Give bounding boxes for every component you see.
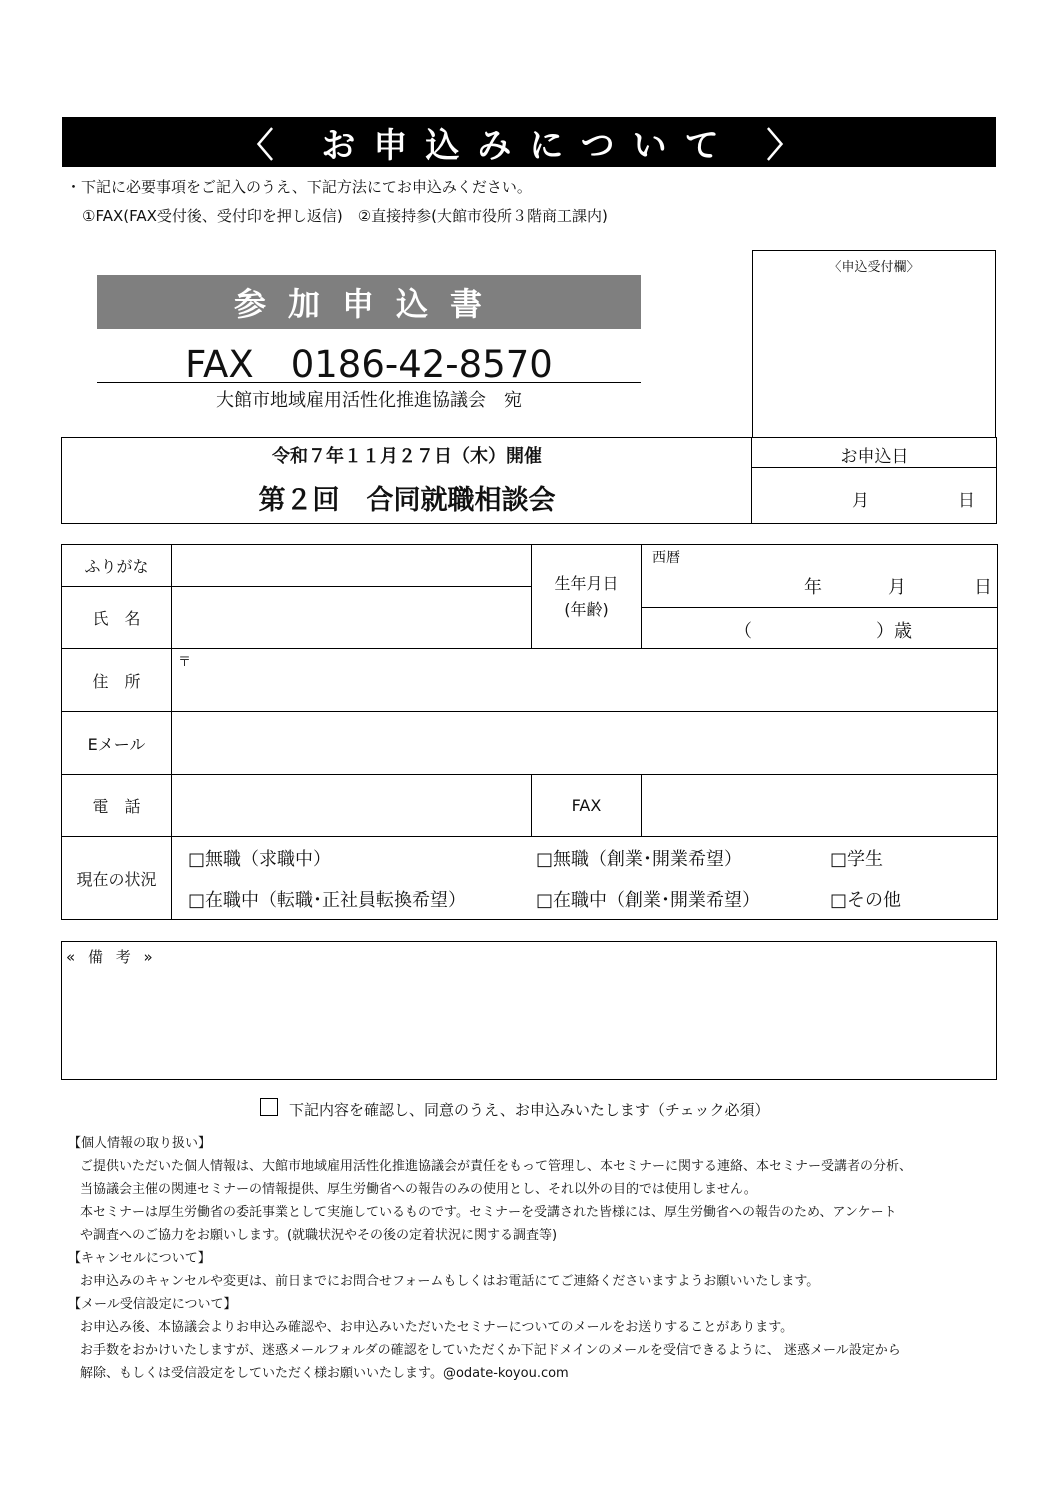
privacy-text-1: ご提供いただいた個人情報は、大館市地域雇用活性化推進協議会が責任をもって管理し、本セミナーに関する連絡、本セミナー受講者の分析、 — [80, 1159, 913, 1174]
mail-heading: 【メール受信設定について】 — [68, 1297, 237, 1312]
cancel-text-1: お申込みのキャンセルや変更は、前日までにお問合せフォームもしくはお電話にてご連絡くださいますようお願いいたします。 — [80, 1274, 820, 1289]
event-date: 令和７年１１月２７日（木）開催 — [272, 446, 542, 467]
email-label: Eメール — [62, 712, 172, 775]
privacy-text-4: や調査へのご協力をお願いします。(就職状況やその後の定着状況に関する調査等) — [80, 1228, 558, 1243]
birth-label-text: 生年月日 — [554, 573, 619, 593]
address-label: 住 所 — [62, 649, 172, 712]
status-option-unemployed-seeking[interactable]: □無職（求職中） — [188, 849, 332, 870]
event-title: 第２回 合同就職相談会 — [258, 485, 556, 516]
day-label: 日 — [974, 577, 992, 598]
cancel-heading: 【キャンセルについて】 — [68, 1251, 211, 1266]
age-label-text: (年齢) — [564, 599, 609, 619]
birth-age-field[interactable] — [642, 545, 998, 649]
apply-month-field[interactable]: 月 — [852, 491, 869, 511]
name-input[interactable] — [172, 587, 532, 649]
furigana-label: ふりがな — [62, 545, 172, 587]
privacy-text-2: 当協議会主催の関連セミナーの情報提供、厚生労働省への報告のみの使用とし、それ以外の目的では使用しません。 — [80, 1182, 757, 1197]
mail-text-3: 解除、もしくは受信設定をしていただく様お願いいたします。@odate-koyou.com — [80, 1366, 569, 1381]
receipt-label: 〈申込受付欄〉 — [828, 260, 920, 275]
event-box — [61, 437, 997, 524]
status-options — [172, 837, 998, 920]
mail-text-1: お申込み後、本協議会よりお申込み確認や、お申込みいただいたセミナーについてのメールをお送りすることがあります。 — [80, 1320, 794, 1335]
fax-input[interactable] — [642, 775, 998, 837]
apply-date-label: お申込日 — [840, 447, 909, 467]
divider — [97, 382, 641, 383]
notes-section — [68, 1132, 912, 1385]
month-label: 月 — [888, 577, 906, 598]
remarks-label: « 備 考 » — [66, 948, 157, 966]
agree-text: 下記内容を確認し、同意のうえ、お申込みいたします（チェック必須） — [289, 1101, 770, 1119]
privacy-text-3: 本セミナーは厚生労働省の委託事業として実施しているものです。セミナーを受講された皆様には、厚生労働省への報告のため、アンケート — [80, 1205, 897, 1220]
intro-line-2: ①FAX(FAX受付後、受付印を押し返信) ②直接持参(大館市役所３階商工課内) — [82, 207, 608, 225]
form-title: 参加申込書 — [97, 275, 641, 329]
status-option-employed-change[interactable]: □在職中（転職･正社員転換希望） — [188, 890, 467, 911]
apply-day-field[interactable]: 日 — [958, 491, 975, 511]
intro-line-1: ・下記に必要事項をご記入のうえ、下記方法にてお申込みください。 — [66, 178, 532, 196]
applicant-form — [61, 544, 998, 920]
section-banner: 〈 お申込みについて 〉 — [62, 117, 996, 167]
furigana-input[interactable] — [172, 545, 532, 587]
age-open: （ — [734, 621, 752, 642]
status-option-other[interactable]: □その他 — [830, 890, 902, 911]
phone-label: 電 話 — [62, 775, 172, 837]
fax-label: FAX — [532, 775, 642, 837]
postal-mark: 〒 — [178, 655, 192, 670]
divider — [751, 467, 996, 468]
seireki-label: 西暦 — [652, 550, 680, 566]
agree-checkbox[interactable] — [260, 1098, 278, 1116]
status-option-unemployed-startup[interactable]: □無職（創業･開業希望） — [536, 849, 743, 870]
status-option-student[interactable]: □学生 — [830, 849, 884, 870]
year-label: 年 — [804, 577, 822, 598]
email-input[interactable] — [172, 712, 998, 775]
remarks-box[interactable] — [61, 941, 997, 1080]
privacy-heading: 【個人情報の取り扱い】 — [68, 1136, 212, 1151]
address-input[interactable] — [172, 649, 998, 712]
status-option-employed-startup[interactable]: □在職中（創業･開業希望） — [536, 890, 761, 911]
name-label: 氏 名 — [62, 587, 172, 649]
age-close: ）歳 — [876, 621, 912, 642]
receipt-stamp-box — [752, 250, 996, 438]
recipient: 大館市地域雇用活性化推進協議会 宛 — [216, 390, 522, 411]
fax-number: FAX 0186-42-8570 — [185, 343, 553, 386]
birth-label — [532, 545, 642, 649]
status-label: 現在の状況 — [62, 837, 172, 920]
divider — [642, 607, 998, 608]
mail-text-2: お手数をおかけいたしますが、迷惑メールフォルダの確認をしていただくか下記ドメインのメールを受信できるように、 迷惑メール設定から — [80, 1343, 901, 1358]
phone-input[interactable] — [172, 775, 532, 837]
